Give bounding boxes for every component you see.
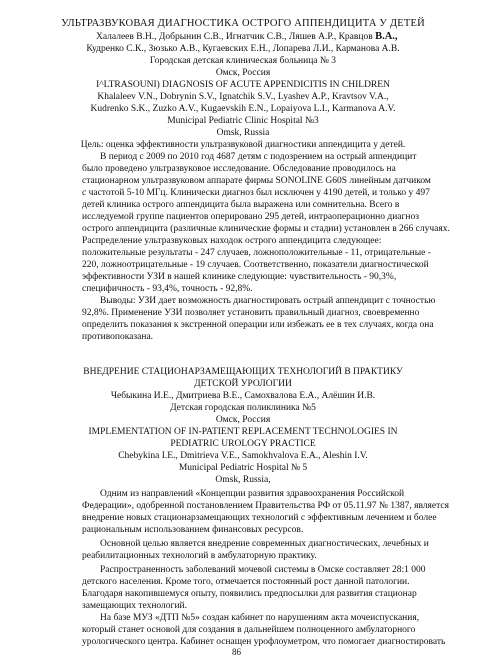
article2-institution-en: Municipal Pediatric Hospital № 5 bbox=[178, 463, 308, 473]
article1-aim: Цель: оценка эффективности ультразвуковой диагностики аппендицита у детей. bbox=[80, 140, 406, 150]
article2-city-en: Omsk, Russia, bbox=[215, 475, 271, 485]
body-line: стационарном ультразвуковом аппарате фирмы SONOLINE G60S линейным датчиком bbox=[82, 176, 431, 186]
body-line: В период с 2009 по 2010 год 4687 детям с подозрением на острый аппендицит bbox=[100, 152, 417, 162]
paragraph-line: Федерации», одобренной постановлением Правительства РФ от 05.11.97 № 1387, является bbox=[82, 501, 449, 511]
body-line: исследуемой группе пациентов оперировано 295 детей, интраоперационно диагноз bbox=[82, 212, 419, 222]
article1-title-en: I^LTRASOUNI) DIAGNOSIS OF ACUTE APPENDICITIS IN CHILDREN bbox=[96, 80, 390, 90]
body-line: эффективности УЗИ в нашей клинике следующие: чувствительность - 90,3%, bbox=[82, 272, 397, 282]
paragraph-line: Основной целью является внедрение современных диагностических, лечебных и bbox=[100, 539, 429, 549]
article1-city-en: Omsk, Russia bbox=[216, 128, 270, 138]
article1-city-ru: Омск, Россия bbox=[215, 68, 271, 78]
paragraph-line: реабилитационных технологий в амбулаторную практику. bbox=[82, 551, 317, 561]
article2-title-ru-line1: ВНЕДРЕНИЕ СТАЦИОНАРЗАМЕЩАЮЩИХ ТЕХНОЛОГИЙ В ПРАКТИКУ bbox=[83, 367, 403, 377]
article2-title-en-line2: PEDIATRIC UROLOGY PRACTICE bbox=[170, 439, 316, 449]
paragraph-line: замещающих технологий. bbox=[82, 601, 187, 611]
article2-city-ru: Омск, Россия bbox=[215, 415, 271, 425]
body-line: 220, ложноотрицательные - 19 случаев. Соответственно, показатели диагностической bbox=[82, 260, 429, 270]
article1-authors-ru-line1 bbox=[96, 31, 398, 43]
paragraph-line: Распространенность заболеваний мочевой системы в Омске составляет 28:1 000 bbox=[100, 565, 426, 575]
paragraph-line: Одним из направлений «Концепции развития здравоохранения Российской bbox=[100, 489, 405, 499]
paragraph-line: урологического центра. Кабинет оснащен урофлоуметром, что помогает диагностировать bbox=[82, 637, 446, 647]
article1-authors-en-line2: Kudrenko S.K., Zuzko A.V., Kugaevskih E.N., Lopaiyova L.I., Karmanova A.V. bbox=[90, 104, 396, 114]
article2-authors-en: Chebykina I.E., Dmitrieva V.E., Samokhvalova E.A., Aleshin I.V. bbox=[118, 451, 368, 461]
body-line: Распределение ультразвуковых находок острого аппендицита следующее: bbox=[82, 236, 382, 246]
conclusion-line: определить показания к экстренной операции или избежать ее в тех случаях, когда она bbox=[82, 320, 434, 330]
conclusion-line: Выводы: УЗИ дает возможность диагностировать острый аппендицит с точностью bbox=[100, 296, 436, 306]
conclusion-line: противопоказана. bbox=[82, 332, 154, 342]
body-line: детей клиника острого аппендицита была выражена или сомнительна. Всего в bbox=[82, 200, 400, 210]
article1-institution-en: Municipal Pediatric Clinic Hospital №3 bbox=[167, 116, 319, 126]
authors-ru-bold: В.А., bbox=[375, 31, 398, 42]
paragraph-line: внедрение новых стационарзамещающих технологий с эффективным лечением и более bbox=[82, 513, 437, 523]
body-line: положительные результаты - 247 случаев, ложноположительные - 11, отрицательные - bbox=[82, 248, 431, 258]
paragraph-line: На базе МУЗ «ДТП №5» создан кабинет по нарушениям акта мочеиспускания, bbox=[100, 613, 420, 623]
paragraph-line: детского населения. Кроме того, отмечается постоянный рост данной патологии. bbox=[82, 577, 410, 587]
paragraph-line: который станет основой для создания в дальнейшем полноценного амбулаторного bbox=[82, 625, 416, 635]
paragraph-line: Благодаря накопившемуся опыту, появились предпосылки для развития стационар bbox=[82, 589, 417, 599]
article1-institution-ru: Городская детская клиническая больница № 3 bbox=[149, 56, 337, 66]
authors-ru-text: Халалеев В.Н., Добрынин С.В., Игнатчик С.В., Ляшев А.Р., Кравцов bbox=[96, 32, 373, 42]
article2-institution-ru: Детская городская поликлиника №5 bbox=[170, 403, 316, 413]
article1-authors-en-line1: Khalaleev V.N., Dobrynin S.V., Ignatchik S.V., Lyashev A.P., Kravtsov V.A., bbox=[97, 92, 389, 102]
conclusion-line: 92,8%. Применение УЗИ позволяет установить правильный диагноз, своевременно bbox=[82, 308, 420, 318]
article2-title-en-line1: IMPLEMENTATION OF IN-PATIENT REPLACEMENT TECHNOLOGIES IN bbox=[88, 427, 398, 437]
body-line: с частотой 5-10 МГц. Клинически диагноз был исключен у 4190 детей, и только у 497 bbox=[82, 188, 430, 198]
paragraph-line: рациональным использованием финансовых ресурсов. bbox=[82, 525, 304, 535]
page-number: 86 bbox=[232, 647, 241, 657]
body-line: специфичность - 93,4%, точность - 92,8%. bbox=[82, 284, 253, 294]
article2-authors-ru: Чебыкина И.Е., Дмитриева В.Е., Самохвалова Е.А., Алёшин И.В. bbox=[110, 391, 376, 401]
body-line: было проведено ультразвуковое исследование. Обследование проводилось на bbox=[82, 164, 396, 174]
body-line: острого аппендицита (различные клинические формы и стадии) установлен в 266 случаях. bbox=[82, 224, 450, 234]
article1-authors-ru-line2: Кудренко С.К., Зюзько А.В., Кугаевских Е.Н., Лопарева Л.И., Карманова А.В. bbox=[86, 44, 400, 54]
article1-title-ru: УЛЬТРАЗВУКОВАЯ ДИАГНОСТИКА ОСТРОГО АППЕНДИЦИТА У ДЕТЕЙ bbox=[61, 18, 425, 29]
article2-title-ru-line2: ДЕТСКОЙ УРОЛОГИИ bbox=[194, 379, 292, 389]
